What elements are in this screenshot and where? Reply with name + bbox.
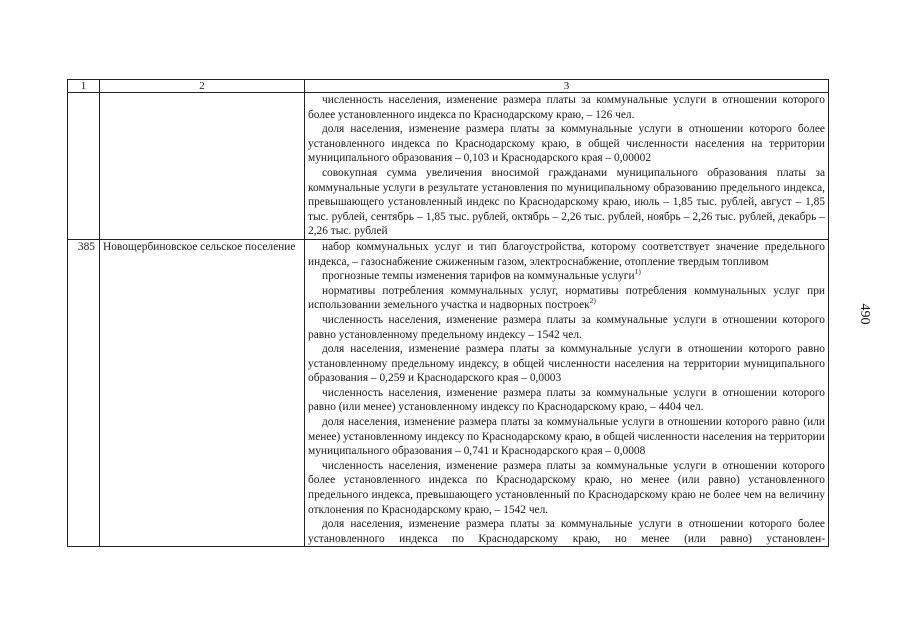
paragraph: численность населения, изменение размера платы за коммунальные услуги в отношении которого равно (или менее) установленному индексу по Краснодарскому краю, – 4404 чел. — [308, 386, 825, 414]
paragraph-text: нормативы потребления коммунальных услуг, нормативы потребления коммунальных услуг при использовании земельного участка и надворных построек — [308, 284, 825, 312]
row-number: 385 — [68, 239, 100, 546]
municipal-index-table — [67, 79, 829, 547]
paragraph — [308, 269, 825, 284]
paragraph: доля населения, изменение размера платы за коммунальные услуги в отношении которого равно установленному предельному индексу, в общей численности населения на территории муниципального образования – 0,259 и Краснодарского края – 0,0003 — [308, 343, 825, 385]
table-row-385 — [68, 239, 829, 546]
paragraph: численность населения, изменение размера платы за коммунальные услуги в отношении которого более установленного индекса по Краснодарскому краю, – 126 чел. — [308, 94, 825, 121]
table-row-continued — [68, 93, 829, 240]
paragraph: численность населения, изменение размера платы за коммунальные услуги в отношении которого равно установленному предельному индексу – 1542 чел. — [308, 313, 825, 341]
paragraph: доля населения, изменение размера платы за коммунальные услуги в отношении которого равно (или менее) установленному индексу по Краснодарскому краю, в общей численности населения на территории муниципального образования – 0,741 и Краснодарского края – 0,0008 — [308, 416, 825, 458]
paragraph: набор коммунальных услуг и тип благоустройства, которому соответствует значение предельного индекса, – газоснабжение сжиженным газом, электроснабжение, отопление твердым топливом — [308, 240, 825, 268]
indicators-cell — [305, 93, 829, 240]
column-number-row — [68, 80, 829, 93]
column-number-3: 3 — [305, 80, 829, 93]
footnote-mark: 2) — [589, 296, 596, 306]
footnote-mark: 1) — [634, 267, 641, 277]
municipality-cell — [100, 93, 305, 240]
paragraph: численность населения, изменение размера платы за коммунальные услуги в отношении которого более установленного индекса по Краснодарскому краю, но менее (или равно) установленного предельного индекса, превышающего установленный по Краснодарскому краю не более чем на величину отклонения по Краснодарскому краю, – 1542 чел. — [308, 459, 825, 516]
paragraph — [308, 284, 825, 313]
paragraph-text: прогнозные темпы изменения тарифов на коммунальные услуги — [322, 270, 635, 283]
paragraph: доля населения, изменение размера платы за коммунальные услуги в отношении которого более установленного индекса по Краснодарскому краю, но менее (или равно) установлен- — [308, 518, 825, 545]
paragraph: доля населения, изменение размера платы за коммунальные услуги в отношении которого более установленного индекса по Краснодарскому краю, в общей численности населения на территории муниципального образования – 0,103 и Краснодарского края – 0,00002 — [308, 123, 825, 165]
municipality-name: Новощербиновское сельское поселение — [100, 239, 305, 546]
row-number-cell — [68, 93, 100, 240]
column-number-1: 1 — [68, 80, 100, 93]
page-number: 490 — [857, 303, 872, 325]
indicators-cell — [305, 239, 829, 546]
paragraph: совокупная сумма увеличения вносимой гражданами муниципального образования платы за коммунальные услуги в результате установления по муниципальному образованию предельного индекса, превышающего установленный индекс по Краснодарскому краю, июль – 1,85 тыс. рублей, август – 1,85 тыс. рублей, сентябрь – 1,85 тыс. рублей, октябрь – 2,26 тыс. рублей, ноябрь – 2,26 тыс. рублей, декабрь – 2,26 тыс. рублей — [308, 166, 825, 238]
column-number-2: 2 — [100, 80, 305, 93]
